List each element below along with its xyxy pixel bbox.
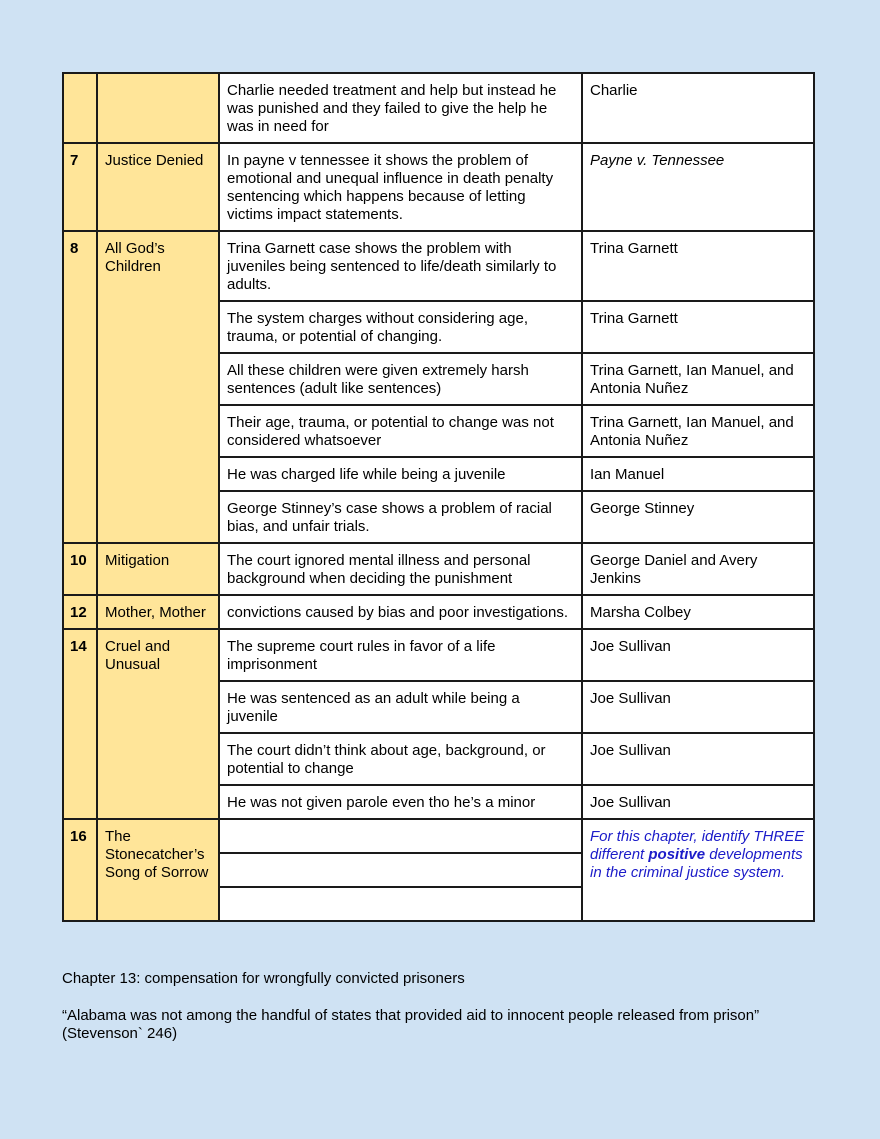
issue-cell: George Stinney’s case shows a problem of racial bias, and unfair trials. (219, 491, 582, 543)
prompt-text: For this chapter, identify THREE different (590, 828, 805, 863)
chapter-title (97, 73, 219, 143)
people-cell: Joe Sullivan (582, 629, 814, 681)
issue-cell: He was not given parole even tho he’s a minor (219, 785, 582, 819)
empty-entry-cell[interactable] (219, 887, 582, 921)
people-cell: Joe Sullivan (582, 785, 814, 819)
issue-cell: The supreme court rules in favor of a life imprisonment (219, 629, 582, 681)
instruction-prompt (590, 828, 804, 881)
instruction-cell (582, 819, 814, 921)
people-cell: Payne v. Tennessee (582, 143, 814, 231)
chapter-table (62, 72, 815, 922)
people-cell: Trina Garnett, Ian Manuel, and Antonia Nuñez (582, 353, 814, 405)
table-row (63, 143, 814, 231)
people-cell: George Stinney (582, 491, 814, 543)
issue-cell: He was charged life while being a juvenile (219, 457, 582, 491)
chapter-title: Mitigation (97, 543, 219, 595)
people-cell: Marsha Colbey (582, 595, 814, 629)
stevenson-quote: “Alabama was not among the handful of states that provided aid to innocent people released from prison” (Stevenson` 246) (62, 1007, 760, 1042)
prompt-emphasis: positive (648, 846, 706, 863)
people-cell: George Daniel and Avery Jenkins (582, 543, 814, 595)
chapter-number: 12 (63, 595, 97, 629)
issue-cell: He was sentenced as an adult while being a juvenile (219, 681, 582, 733)
people-cell: Trina Garnett, Ian Manuel, and Antonia Nuñez (582, 405, 814, 457)
chapter-number: 7 (63, 143, 97, 231)
people-cell: Trina Garnett (582, 231, 814, 301)
issue-cell: Their age, trauma, or potential to change was not considered whatsoever (219, 405, 582, 457)
issue-cell: convictions caused by bias and poor investigations. (219, 595, 582, 629)
issue-cell: In payne v tennessee it shows the problem of emotional and unequal influence in death penalty sentencing which happens because of letting victims impact statements. (219, 143, 582, 231)
table-row (63, 629, 814, 681)
table-row (63, 595, 814, 629)
chapter-number: 10 (63, 543, 97, 595)
issue-cell: The court didn’t think about age, background, or potential to change (219, 733, 582, 785)
people-cell: Ian Manuel (582, 457, 814, 491)
issue-cell: All these children were given extremely harsh sentences (adult like sentences) (219, 353, 582, 405)
chapter-table-body (63, 73, 814, 921)
chapter-title: Justice Denied (97, 143, 219, 231)
table-row (63, 819, 814, 853)
people-cell: Charlie (582, 73, 814, 143)
issue-cell: Trina Garnett case shows the problem with juveniles being sentenced to life/death similarly to adults. (219, 231, 582, 301)
table-row (63, 231, 814, 301)
prompt-text: developments in the criminal justice system. (590, 846, 803, 881)
chapter-number: 8 (63, 231, 97, 543)
table-row (63, 73, 814, 143)
chapter-number: 14 (63, 629, 97, 819)
issue-cell: Charlie needed treatment and help but instead he was punished and they failed to give the help he was in need for (219, 73, 582, 143)
empty-entry-cell[interactable] (219, 853, 582, 887)
people-cell: Joe Sullivan (582, 681, 814, 733)
document-page (62, 72, 813, 922)
issue-cell: The system charges without considering age, trauma, or potential of changing. (219, 301, 582, 353)
empty-entry-cell[interactable] (219, 819, 582, 853)
chapter-number: 16 (63, 819, 97, 921)
chapter-title: Mother, Mother (97, 595, 219, 629)
table-row (63, 543, 814, 595)
issue-cell: The court ignored mental illness and personal background when deciding the punishment (219, 543, 582, 595)
chapter-title: The Stonecatcher’s Song of Sorrow (97, 819, 219, 921)
people-cell: Trina Garnett (582, 301, 814, 353)
notes-section (62, 970, 842, 1062)
people-cell: Joe Sullivan (582, 733, 814, 785)
chapter-title: Cruel and Unusual (97, 629, 219, 819)
chapter-13-heading: Chapter 13: compensation for wrongfully convicted prisoners (62, 970, 465, 987)
chapter-number (63, 73, 97, 143)
chapter-title: All God’s Children (97, 231, 219, 543)
